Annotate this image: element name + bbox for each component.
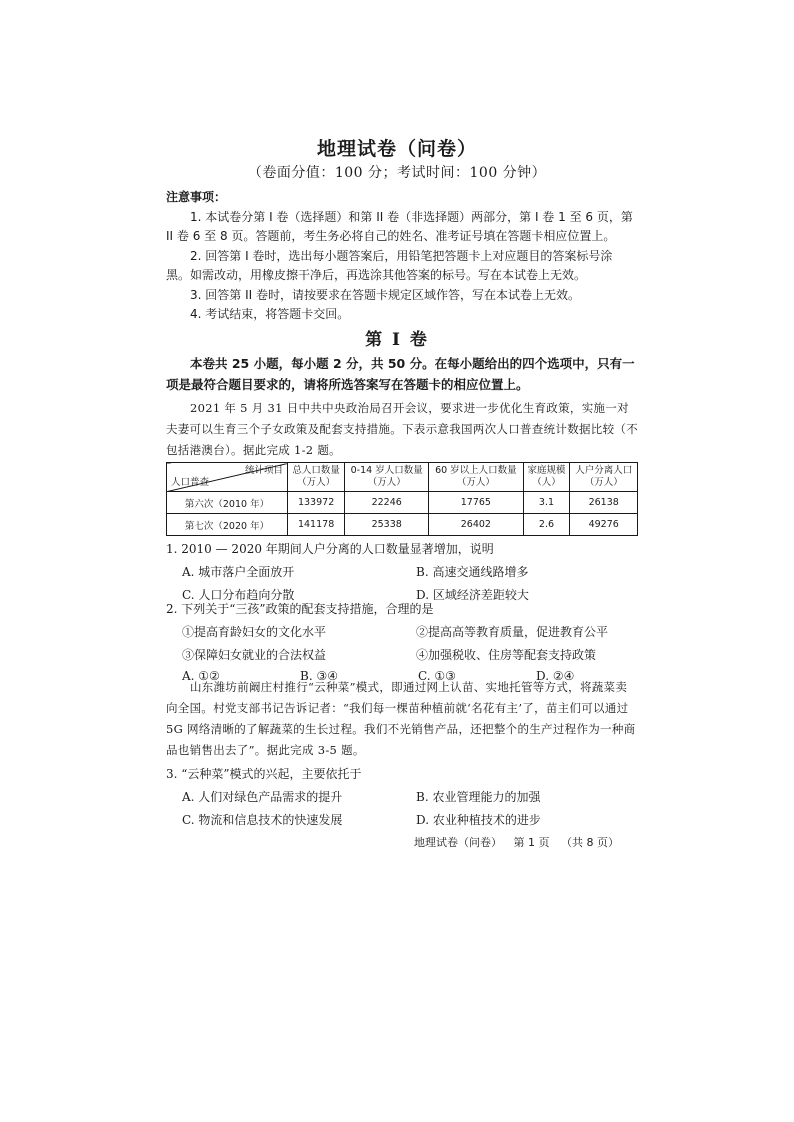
question-stem: 2. 下列关于“三孩”政策的配套支持措施，合理的是 (166, 602, 434, 616)
question-2 (166, 600, 638, 683)
notes-section (166, 188, 636, 325)
exam-title: 地理试卷（问卷） (316, 138, 477, 160)
table-cell: 22246 (345, 492, 429, 514)
table-header-row (167, 463, 638, 492)
option-d: D. 区域经济差距较大 (416, 588, 529, 602)
corner-bottom-label: 人口普查 (171, 477, 210, 488)
column-header: 60 岁以上人口数量 （万人） (429, 463, 523, 492)
row-label: 第六次（2010 年） (167, 492, 288, 514)
column-header: 总人口数量 （万人） (288, 463, 345, 492)
notes-item: 1. 本试卷分第 I 卷（选择题）和第 II 卷（非选择题）两部分，第 I 卷 1 至 6 页，第 II 卷 6 至 8 页。答题前，考生务必将自己的姓名、准考证号填在答题卡相应位置上。 (166, 209, 633, 243)
page-footer (414, 834, 627, 850)
footer-page-number: 第 1 页 (513, 836, 550, 849)
option-d: D. ②④ (536, 669, 575, 683)
table-row (167, 514, 638, 536)
option-b: B. 高速交通线路增多 (416, 565, 529, 579)
statement-item: ②提高高等教育质量，促进教育公平 (416, 625, 609, 639)
column-header: 家庭规模 （人） (523, 463, 570, 492)
table-cell: 133972 (288, 492, 345, 514)
option-d: D. 农业种植技术的进步 (416, 813, 541, 827)
table-cell: 17765 (429, 492, 523, 514)
material-passage-2: 山东潍坊前阚庄村推行“云种菜”模式，即通过网上认苗、实地托管等方式，将蔬菜卖向全国。村党支部书记告诉记者：“我们每一棵苗种植前就‘名花有主’了，苗主们可以通过 5G 网络清晰的了解蔬菜的生长过程。我们不光销售产品，还把整个的生产过程作为一种商品也销售出去了”。据此完成 3-5 题。 (166, 680, 636, 757)
column-header: 0-14 岁人口数量 （万人） (345, 463, 429, 492)
question-stem: 1. 2010 — 2020 年期间人户分离的人口数量显著增加，说明 (166, 542, 494, 556)
statement-item: ①提高育龄妇女的文化水平 (182, 625, 327, 639)
volume-title: 第 I 卷 (365, 330, 429, 350)
table-cell: 49276 (570, 514, 638, 536)
census-table (166, 462, 638, 536)
option-a: A. 人们对绿色产品需求的提升 (182, 790, 343, 804)
option-c: C. 人口分布趋向分散 (182, 588, 295, 602)
notes-item: 3. 回答第 II 卷时，请按要求在答题卡规定区域作答，写在本试卷上无效。 (190, 287, 580, 302)
option-a: A. ①② (182, 669, 220, 683)
option-b: B. ③④ (300, 669, 338, 683)
notes-item: 4. 考试结束，将答题卡交回。 (190, 307, 350, 321)
table-cell: 25338 (345, 514, 429, 536)
table-cell: 26138 (570, 492, 638, 514)
question-stem: 3. “云种菜”模式的兴起，主要依托于 (166, 767, 362, 781)
notes-heading: 注意事项： (166, 190, 227, 204)
statement-item: ④加强税收、住房等配套支持政策 (416, 648, 597, 662)
option-a: A. 城市落户全面放开 (182, 565, 295, 579)
table-cell: 2.6 (523, 514, 570, 536)
corner-top-label: 统计项目 (244, 465, 283, 476)
question-1 (166, 540, 638, 603)
exam-subtitle: （卷面分值：100 分；考试时间：100 分钟） (247, 165, 547, 181)
option-b: B. 农业管理能力的加强 (416, 790, 541, 804)
table-row (167, 492, 638, 514)
column-header: 人户分离人口 （万人） (570, 463, 638, 492)
section-instructions: 本卷共 25 小题，每小题 2 分，共 50 分。在每小题给出的四个选项中，只有一项是最符合题目要求的，请将所选答案写在答题卡的相应位置上。 (166, 356, 635, 392)
statement-item: ③保障妇女就业的合法权益 (182, 648, 327, 662)
row-label: 第七次（2020 年） (167, 514, 288, 536)
footer-exam-name: 地理试卷（问卷） (414, 836, 502, 849)
table-cell: 141178 (288, 514, 345, 536)
material-passage-1: 2021 年 5 月 31 日中共中央政治局召开会议，要求进一步优化生育政策，实施一对夫妻可以生育三个子女政策及配套支持措施。下表示意我国两次人口普查统计数据比较（不包括港澳台）。据此完成 1-2 题。 (166, 401, 638, 457)
footer-total-pages: （共 8 页） (561, 836, 619, 849)
option-c: C. ①③ (418, 669, 456, 683)
table-cell: 26402 (429, 514, 523, 536)
notes-item: 2. 回答第 I 卷时，选出每小题答案后，用铅笔把答题卡上对应题目的答案标号涂黑。如需改动，用橡皮擦干净后，再选涂其他答案的标号。写在本试卷上无效。 (166, 248, 613, 282)
table-corner-cell (167, 463, 288, 492)
question-3 (166, 765, 638, 828)
option-c: C. 物流和信息技术的快速发展 (182, 813, 343, 827)
table-cell: 3.1 (523, 492, 570, 514)
